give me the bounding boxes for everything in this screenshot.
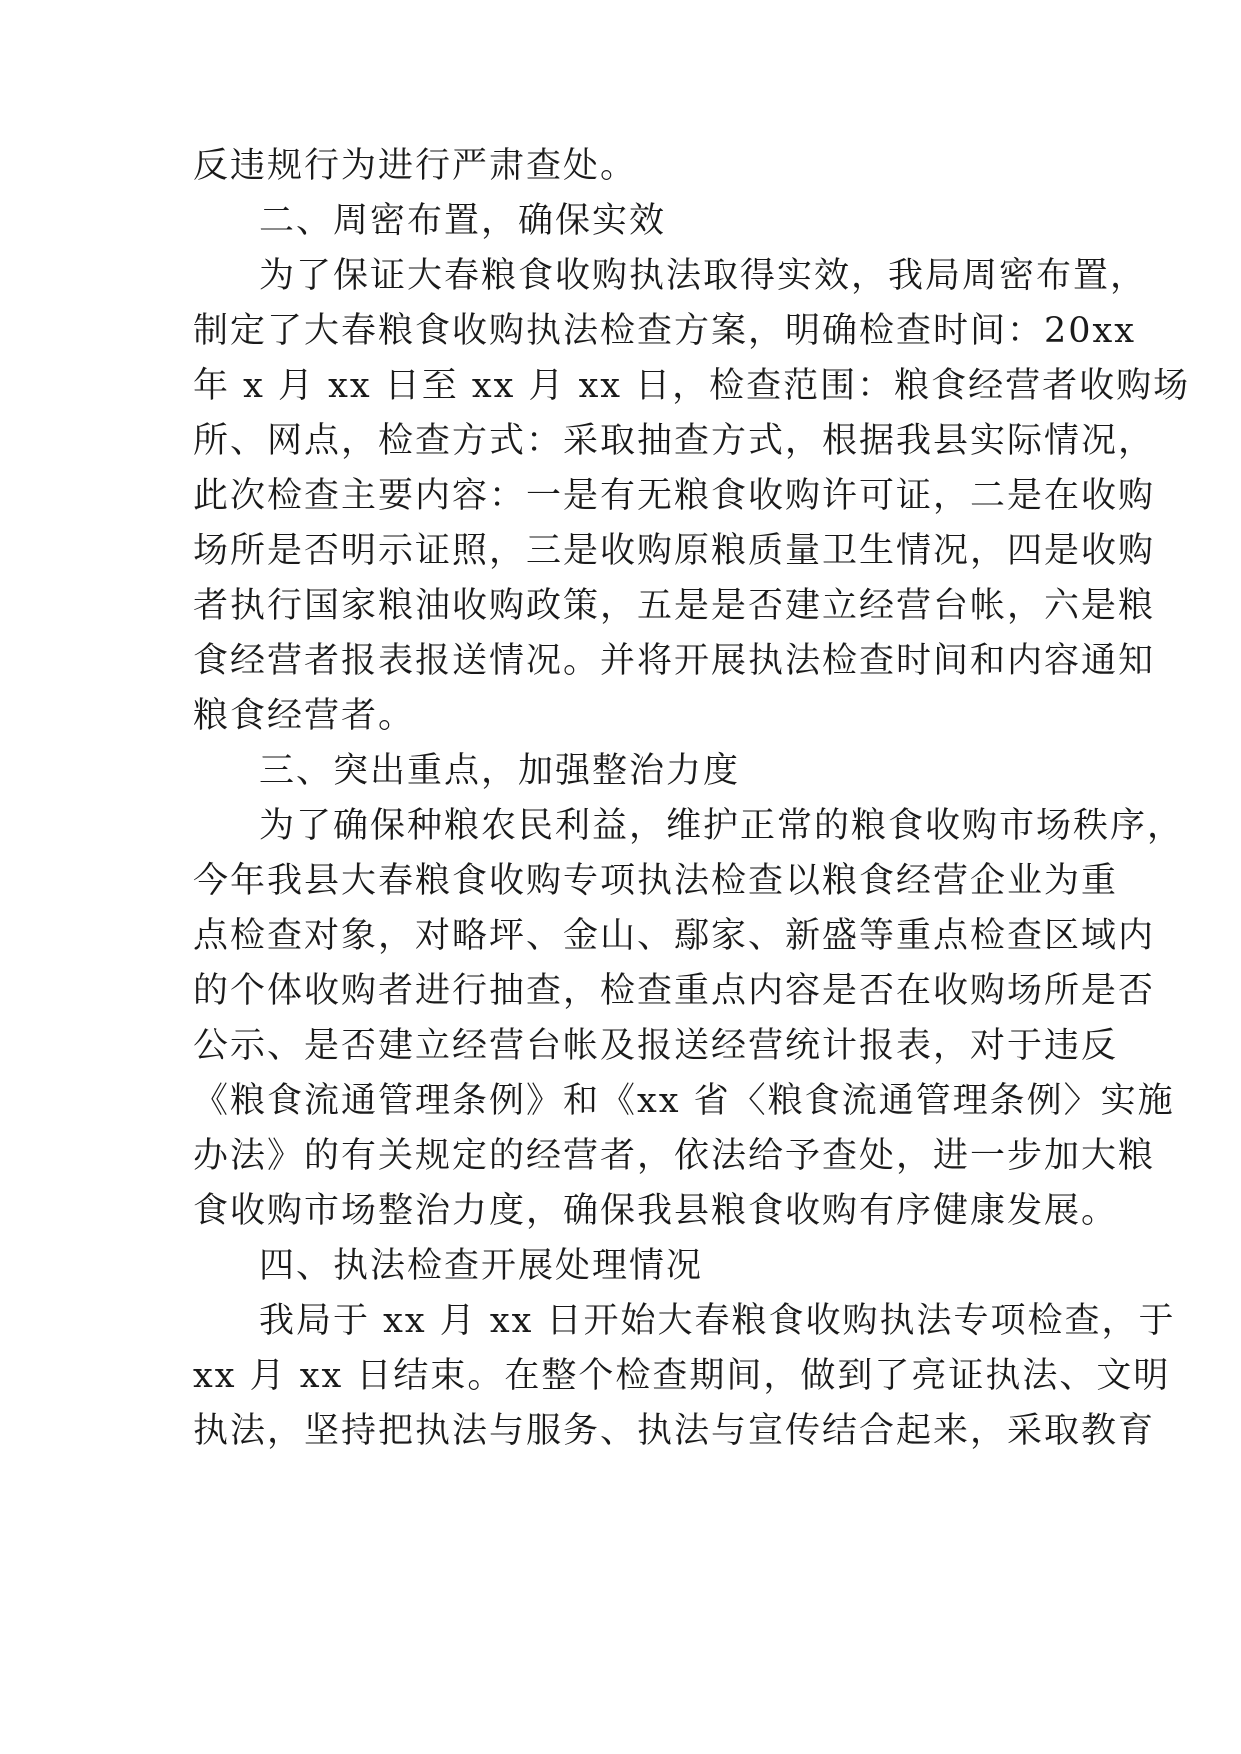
paragraph-line: 我局于 xx 月 xx 日开始大春粮食收购执法专项检查，于: [259, 1301, 1176, 1341]
section-heading-2: 二、周密布置，确保实效: [259, 201, 667, 241]
paragraph-line: 粮食经营者。: [193, 696, 416, 736]
section-heading-3: 三、突出重点，加强整治力度: [259, 751, 741, 791]
paragraph-line: 点检查对象，对略坪、金山、鄢家、新盛等重点检查区域内: [193, 916, 1156, 956]
paragraph-line: 公示、是否建立经营台帐及报送经营统计报表，对于违反: [193, 1026, 1119, 1066]
paragraph-line: 办法》的有关规定的经营者，依法给予查处，进一步加大粮: [193, 1136, 1156, 1176]
paragraph-line: 者执行国家粮油收购政策，五是是否建立经营台帐，六是粮: [193, 586, 1156, 626]
paragraph-line: 今年我县大春粮食收购专项执法检查以粮食经营企业为重: [193, 861, 1119, 901]
paragraph-line: 的个体收购者进行抽查，检查重点内容是否在收购场所是否: [193, 971, 1156, 1011]
paragraph-line: 场所是否明示证照，三是收购原粮质量卫生情况，四是收购: [193, 531, 1156, 571]
paragraph-line: 为了确保种粮农民利益，维护正常的粮食收购市场秩序，: [259, 806, 1185, 846]
paragraph-line: 此次检查主要内容：一是有无粮食收购许可证，二是在收购: [193, 476, 1156, 516]
paragraph-line: 为了保证大春粮食收购执法取得实效，我局周密布置，: [259, 256, 1148, 296]
paragraph-line: 食经营者报表报送情况。并将开展执法检查时间和内容通知: [193, 641, 1156, 681]
paragraph-line: 《粮食流通管理条例》和《xx 省〈粮食流通管理条例〉实施: [193, 1081, 1175, 1121]
paragraph-line: 执法，坚持把执法与服务、执法与宣传结合起来，采取教育: [193, 1411, 1156, 1451]
paragraph-line: xx 月 xx 日结束。在整个检查期间，做到了亮证执法、文明: [193, 1356, 1171, 1396]
paragraph-line: 年 x 月 xx 日至 xx 月 xx 日，检查范围：粮食经营者收购场: [193, 366, 1191, 406]
paragraph-line: 制定了大春粮食收购执法检查方案，明确检查时间：20xx: [193, 311, 1137, 351]
paragraph-line: 反违规行为进行严肃查处。: [193, 146, 638, 186]
section-heading-4: 四、执法检查开展处理情况: [259, 1246, 704, 1286]
paragraph-line: 所、网点，检查方式：采取抽查方式，根据我县实际情况，: [193, 421, 1156, 461]
paragraph-line: 食收购市场整治力度，确保我县粮食收购有序健康发展。: [193, 1191, 1119, 1231]
